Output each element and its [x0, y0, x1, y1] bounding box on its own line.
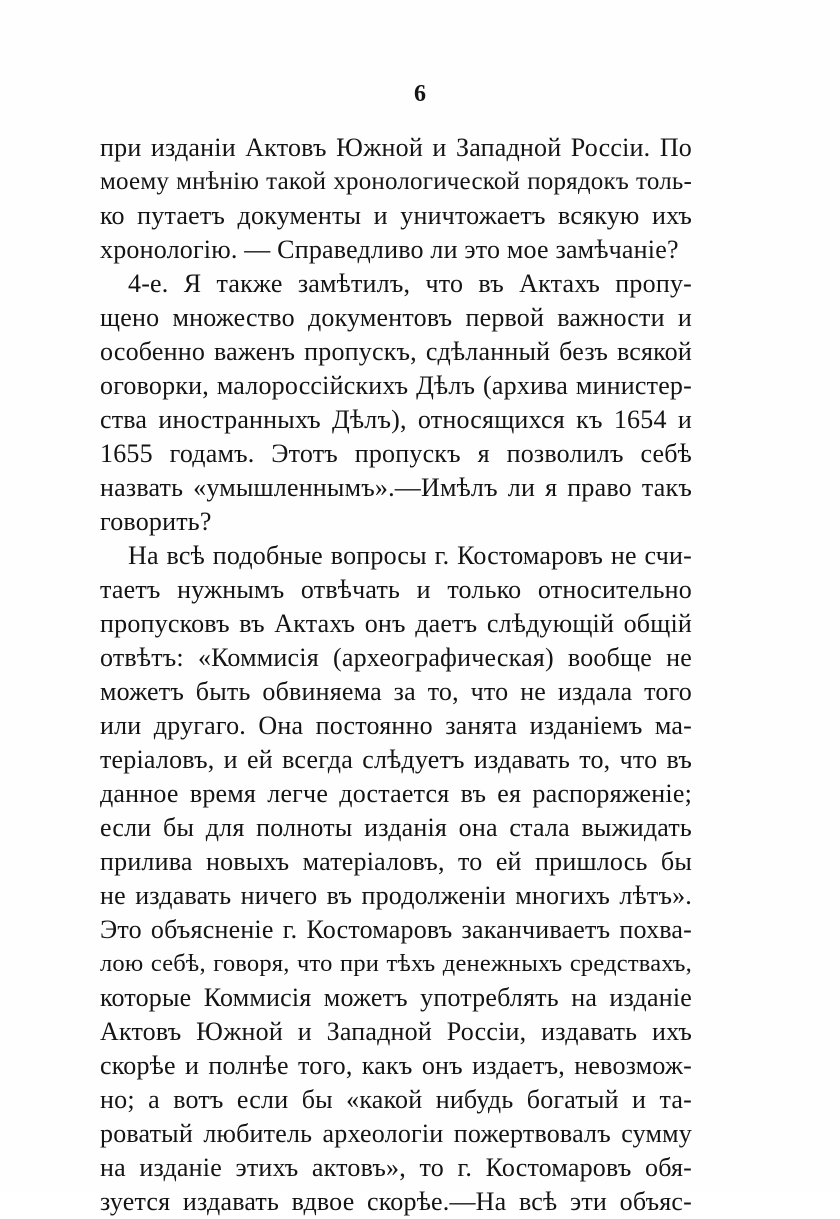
text-line: говорить? — [100, 507, 212, 536]
text-line: Это объясненіе г. Костомаровъ заканчиваетъ похва- — [100, 915, 692, 944]
text-line: особенно важенъ пропускъ, сдѣланный безъ всякой — [100, 337, 692, 366]
text-line: хронологію. — Справедливо ли это мое замѣчаніе? — [100, 235, 679, 264]
text-line: которые Коммисія можетъ употреблять на изданіе — [100, 983, 692, 1012]
text-line: оговорки, малороссійскихъ Дѣлъ (архива министер- — [100, 371, 692, 400]
text-line: ко путаетъ документы и уничтожаетъ всякую ихъ — [100, 201, 692, 230]
text-line: ства иностранныхъ Дѣлъ), относящихся къ 1654 и — [100, 405, 692, 434]
text-line: но; а вотъ если бы «какой нибудь богатый и та- — [100, 1085, 692, 1114]
text-line: назвать «умышленнымъ».—Имѣлъ ли я право такъ — [100, 473, 692, 502]
text-line: не издавать ничего въ продолженіи многихъ лѣтъ». — [100, 881, 692, 910]
text-line: данное время легче достается въ ея распоряженіе; — [100, 779, 692, 808]
text-line: или другаго. Она постоянно занята изданіемъ ма- — [100, 711, 692, 740]
text-line: На всѣ подобные вопросы г. Костомаровъ не счи- — [128, 541, 692, 570]
body-text — [100, 131, 692, 1219]
text-line: если бы для полноты изданія она стала выжидать — [100, 813, 692, 842]
text-line: пропусковъ въ Актахъ онъ даетъ слѣдующій общій — [100, 609, 692, 638]
page-number: 6 — [414, 81, 426, 107]
text-line: щено множество документовъ первой важности и — [100, 303, 692, 332]
text-line: при изданіи Актовъ Южной и Западной Россіи. По — [100, 133, 692, 162]
text-line: 4-е. Я также замѣтилъ, что въ Актахъ пропу- — [128, 269, 692, 298]
text-line: лою себѣ, говоря, что при тѣхъ денежныхъ средствахъ, — [100, 950, 692, 977]
text-line: прилива новыхъ матеріаловъ, то ей пришлось бы — [100, 847, 692, 876]
text-line: 1655 годамъ. Этотъ пропускъ я позволилъ себѣ — [100, 439, 692, 468]
text-line: скорѣе и полнѣе того, какъ онъ издаетъ, невозмож- — [100, 1051, 692, 1080]
text-line: Актовъ Южной и Западной Россіи, издавать ихъ — [100, 1017, 692, 1046]
text-line: можетъ быть обвиняема за то, что не издала того — [100, 677, 692, 706]
text-line: роватый любитель археологіи пожертвовалъ сумму — [100, 1119, 692, 1148]
text-line: отвѣтъ: «Коммисія (археографическая) вообще не — [100, 643, 692, 672]
text-line: моему мнѣнію такой хронологической порядокъ толь- — [100, 168, 692, 195]
text-line: зуется издавать вдвое скорѣе.—На всѣ эти объяс- — [100, 1187, 692, 1216]
text-line: таетъ нужнымъ отвѣчать и только относительно — [100, 575, 692, 604]
text-line: теріаловъ, и ей всегда слѣдуетъ издавать то, что въ — [100, 745, 692, 774]
text-line: на изданіе этихъ актовъ», то г. Костомаровъ обя- — [100, 1153, 692, 1182]
